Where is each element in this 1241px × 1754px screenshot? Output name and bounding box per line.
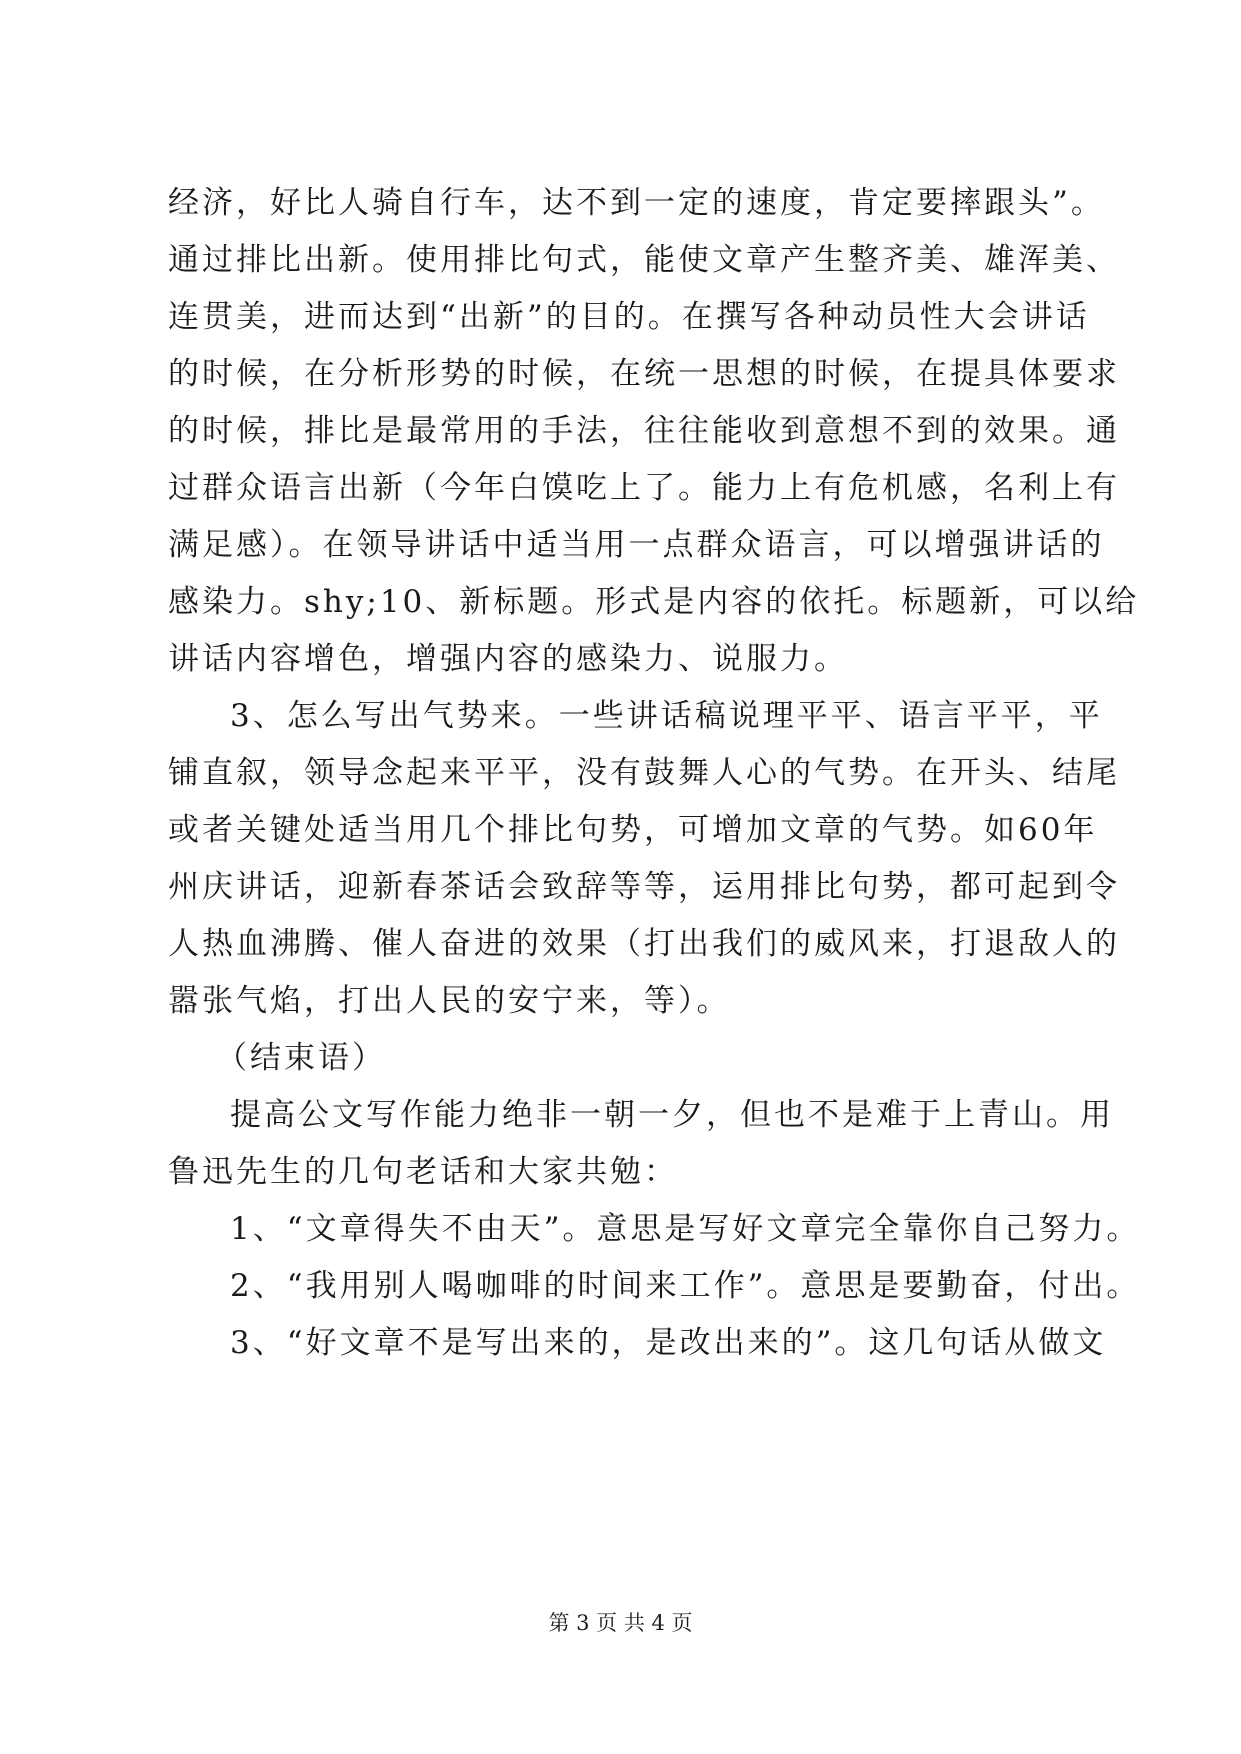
paragraph-first-line: 提高公文写作能力绝非一朝一夕，但也不是难于上青山。用	[230, 1097, 1114, 1133]
body-line: 经济，好比人骑自行车，达不到一定的速度，肯定要摔跟头”。	[168, 185, 1105, 221]
page-number-footer: 第 3 页 共 4 页	[548, 1611, 693, 1635]
body-line: 鲁迅先生的几句老话和大家共勉：	[168, 1154, 678, 1190]
section-heading: （结束语）	[216, 1040, 386, 1076]
body-line: 或者关键处适当用几个排比句势，可增加文章的气势。如60年	[168, 812, 1098, 848]
body-line: 过群众语言出新（今年白馍吃上了。能力上有危机感，名利上有	[168, 470, 1120, 506]
body-line: 州庆讲话，迎新春茶话会致辞等等，运用排比句势，都可起到令	[168, 869, 1120, 905]
body-line: 的时候，排比是最常用的手法，往往能收到意想不到的效果。通	[168, 413, 1120, 449]
paragraph-first-line: 3、怎么写出气势来。一些讲话稿说理平平、语言平平，平	[230, 698, 1103, 734]
quote-item: 3、“好文章不是写出来的，是改出来的”。这几句话从做文	[230, 1325, 1107, 1361]
body-line: 连贯美，进而达到“出新”的目的。在撰写各种动员性大会讲话	[168, 299, 1090, 335]
body-line: 通过排比出新。使用排比句式，能使文章产生整齐美、雄浑美、	[168, 242, 1120, 278]
quote-item: 2、“我用别人喝咖啡的时间来工作”。意思是要勤奋，付出。	[230, 1268, 1141, 1304]
body-line: 人热血沸腾、催人奋进的效果（打出我们的威风来，打退敌人的	[168, 926, 1120, 962]
body-line: 感染力。shy;10、新标题。形式是内容的依托。标题新，可以给	[168, 584, 1140, 620]
body-line: 嚣张气焰，打出人民的安宁来，等）。	[168, 983, 731, 1019]
body-line: 铺直叙，领导念起来平平，没有鼓舞人心的气势。在开头、结尾	[168, 755, 1120, 791]
body-line: 的时候，在分析形势的时候，在统一思想的时候，在提具体要求	[168, 356, 1120, 392]
body-line: 讲话内容增色，增强内容的感染力、说服力。	[168, 641, 848, 677]
quote-item: 1、“文章得失不由天”。意思是写好文章完全靠你自己努力。	[230, 1211, 1141, 1247]
body-line: 满足感）。在领导讲话中适当用一点群众语言，可以增强讲话的	[168, 527, 1105, 563]
